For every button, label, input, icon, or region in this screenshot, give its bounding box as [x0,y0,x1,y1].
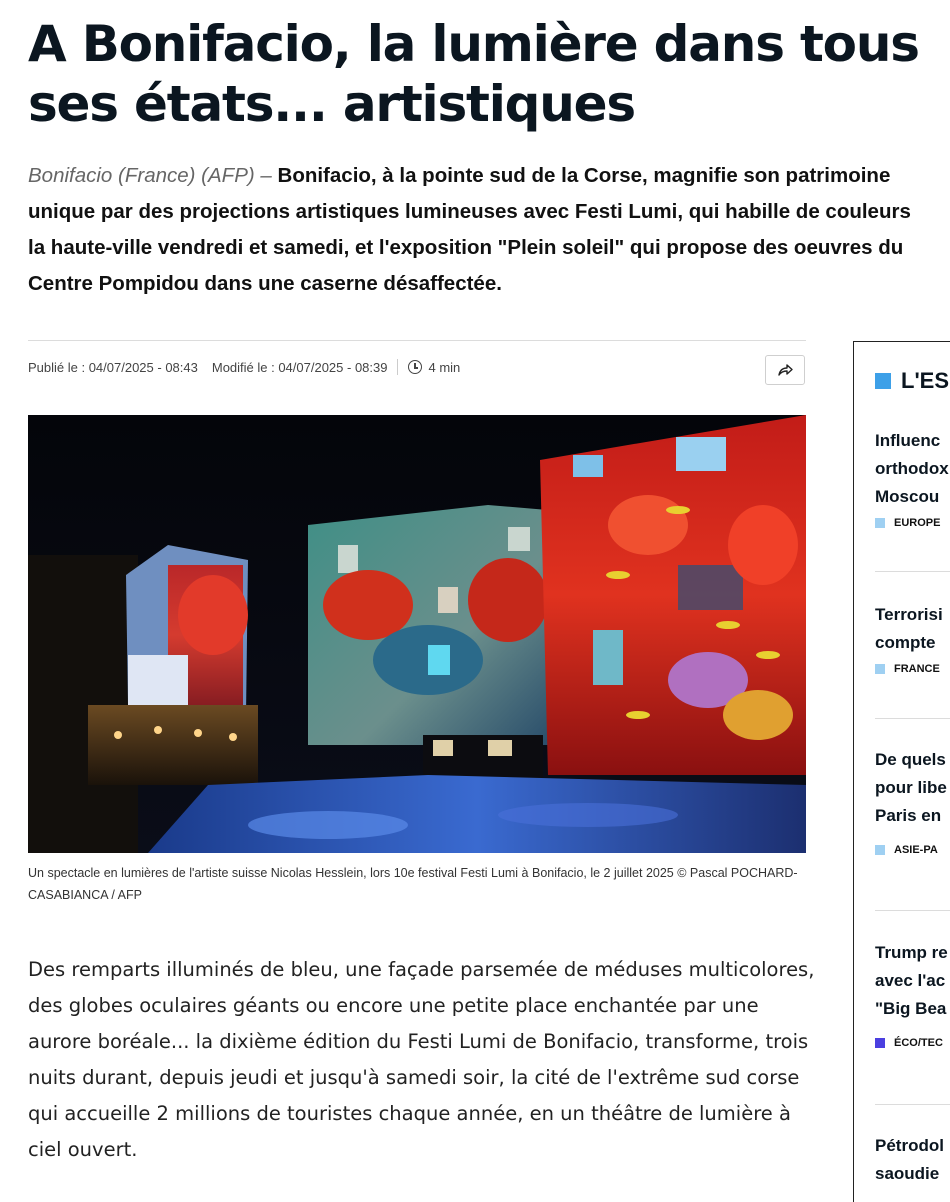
modified-date: Modifié le : 04/07/2025 - 08:39 [211,359,388,375]
sidebar-item[interactable] [875,601,950,675]
sidebar-divider [875,910,950,911]
sidebar-item[interactable] [875,746,950,856]
sidebar-item-headline[interactable]: Influenc orthodox Moscou [875,431,949,506]
category-square-icon [875,664,885,674]
sidebar-item-headline[interactable]: Pétrodol saoudie [875,1136,944,1183]
sidebar-title [875,368,949,394]
read-time: 4 min [428,359,461,375]
sidebar-item-category[interactable]: EUROPE [875,517,950,529]
sidebar-divider [875,718,950,719]
sidebar-item-headline[interactable]: Trump re avec l'ac "Big Bea [875,943,948,1018]
article-lede [28,158,933,302]
article-headline: A Bonifacio, la lumière dans tous ses états... artistiques [28,15,919,133]
sidebar-divider [875,571,950,572]
published-date: Publié le : 04/07/2025 - 08:43 [28,359,198,375]
category-square-icon [875,518,885,528]
sidebar-essentiel [853,341,950,1202]
sidebar-item-category[interactable]: ASIE-PA [875,844,950,856]
dateline: Bonifacio (France) (AFP) – [28,164,272,187]
sidebar-item-category[interactable]: FRANCE [875,663,950,675]
photo-caption: Un spectacle en lumières de l'artiste suisse Nicolas Hesslein, lors 10e festival Festi Lumi à Bonifacio, le 2 juillet 2025 © Pascal POCHARD-CASABIANCA / AFP [28,866,798,902]
sidebar-item[interactable] [875,939,950,1049]
sidebar-title-text: L'ES [901,368,950,393]
share-arrow-icon [777,363,793,377]
article-summary: Bonifacio, à la pointe sud de la Corse, magnifie son patrimoine unique par des projections artistiques lumineuses avec Festi Lumi, qui habille de couleurs la haute-ville vendredi et samedi, et l'exposition "Plein soleil" qui propose des oeuvres du Centre Pompidou dans une caserne désaffectée. [28,164,911,295]
sidebar-divider [875,1104,950,1105]
article-body: Des remparts illuminés de bleu, une façade parsemée de méduses multicolores, des globes oculaires géants ou encore une petite place enchantée par une aurore boréale... la dixième édition du Festi Lumi de Bonifacio, transforme, trois nuits durant, depuis jeudi et jusqu'à samedi soir, la cité de l'extrême sud corse qui accueille 2 millions de touristes chaque année, en un théâtre de lumière à ciel ouvert. [28,958,815,1161]
title-square-icon [875,373,891,389]
article-photo [28,415,806,853]
sidebar-item-headline[interactable]: De quels pour libe Paris en [875,750,947,825]
share-button[interactable] [765,355,805,385]
category-square-icon [875,845,885,855]
article-meta [28,358,460,376]
meta-separator [397,359,398,375]
category-square-icon [875,1038,885,1048]
meta-divider [28,340,806,341]
sidebar-item-category[interactable]: ÉCO/TEC [875,1037,950,1049]
clock-icon [408,360,422,374]
sidebar-item[interactable] [875,427,950,529]
sidebar-item-headline[interactable]: Terrorisi compte [875,605,943,652]
